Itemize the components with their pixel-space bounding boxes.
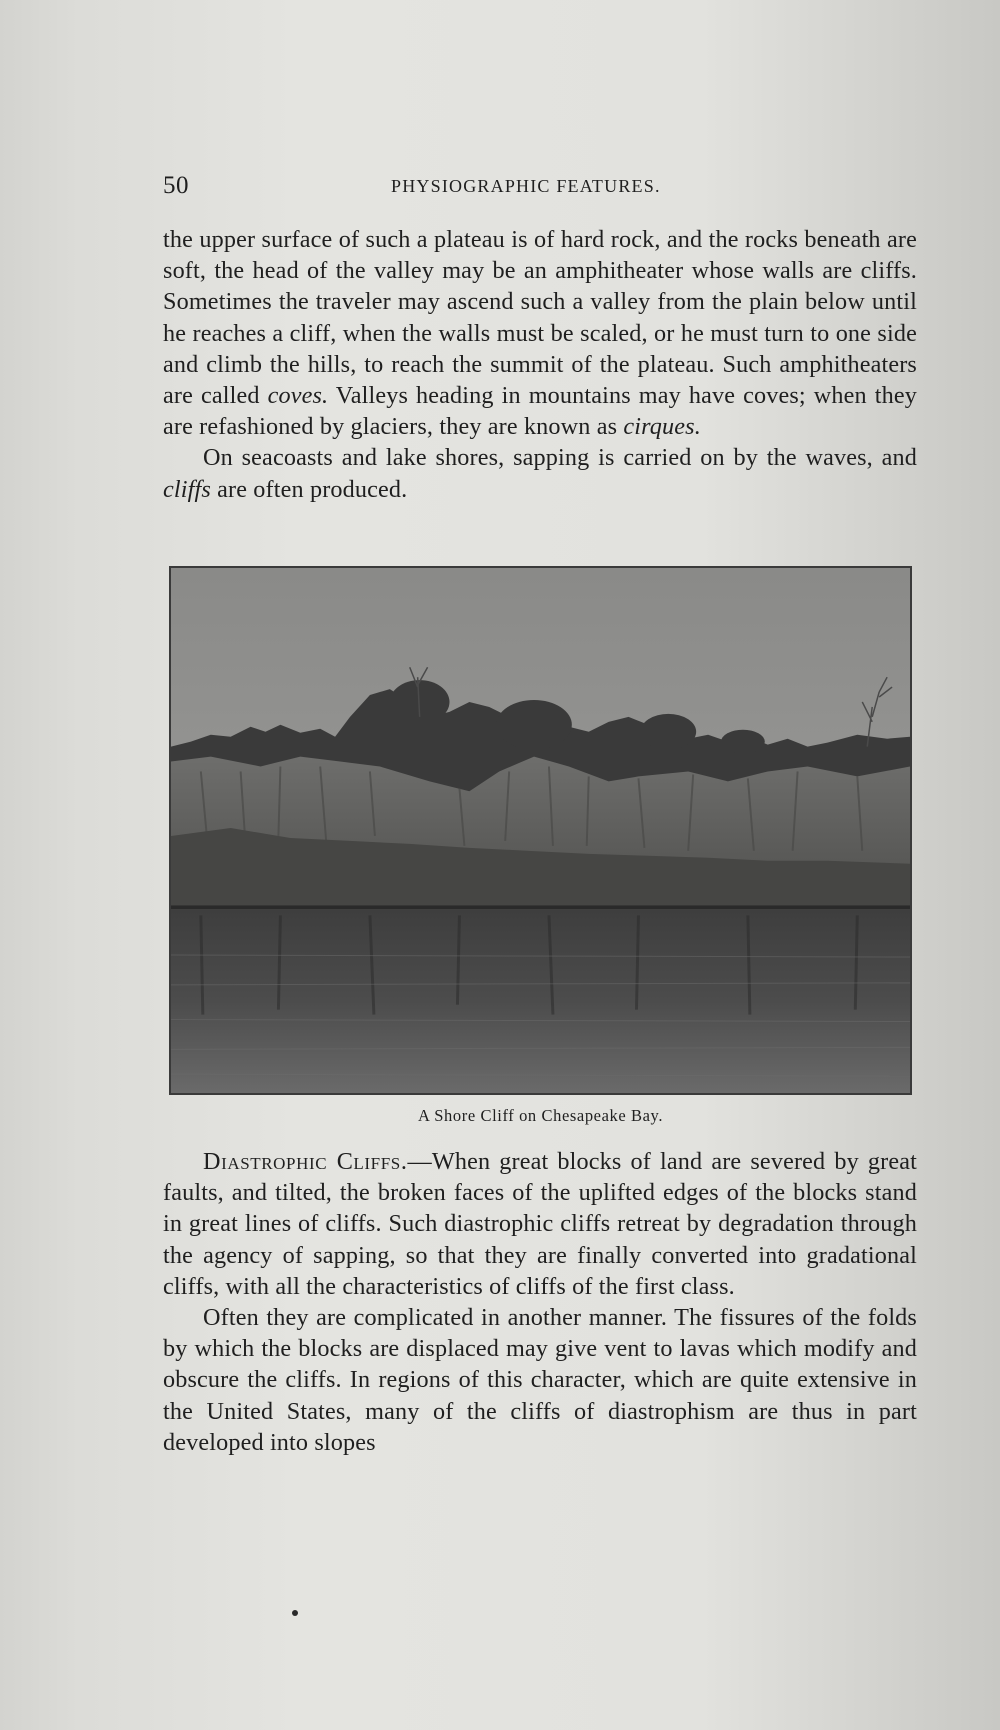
photo-illustration [171,568,910,1093]
paragraph-text: are often produced. [210,475,408,503]
paper-speck [292,1610,298,1616]
paragraph-text: Valleys heading in mountains may have coves; when they are refashioned by glaciers, they are known as [163,382,917,441]
bottom-text [163,1146,917,1458]
em-dash: — [407,1148,432,1175]
figure-caption: A Shore Cliff on Chesapeake Bay. [417,1106,664,1125]
shore-cliff-photograph [169,566,912,1095]
term-cliffs: cliffs [163,475,211,503]
term-cirques: cirques. [623,413,701,441]
page-number: 50 [163,172,189,199]
paragraph-seacoasts [163,442,917,504]
paragraph-coves [163,224,917,442]
top-text [163,224,917,505]
paragraph-text: the upper surface of such a plateau is of hard rock, and the rocks beneath are soft, the head of the valley may be an amphitheater whose walls are cliffs. Sometimes the traveler may ascend such a valley from the plain below until he reaches a cliff, when the walls must be scaled, or he must turn to one side and climb the hills, to reach the summit of the plateau. Such amphitheaters are called [163,226,917,410]
paragraph-diastrophic-cliffs [163,1146,917,1302]
running-head [163,172,917,202]
paragraph-text: Often they are complicated in another manner. The fissures of the folds by which the blocks are displaced may give vent to lavas which modify and obscure the cliffs. In regions of this character, which are quite extensive in the United States, many of the cliffs of diastrophism are thus in part developed into slopes [163,1304,917,1456]
term-coves: coves. [267,382,329,410]
paragraph-text: On seacoasts and lake shores, sapping is carried on by the waves, and [203,444,917,472]
running-title: PHYSIOGRAPHIC FEATURES. [391,176,661,196]
paragraph-text: When great blocks of land are severed by great faults, and tilted, the broken faces of the uplifted edges of the blocks stand in great lines of cliffs. Such diastrophic cliffs retreat by degradation through the agency of sapping, so that they are finally converted into gradational cliffs, with all the characteristics of cliffs of the first class. [163,1148,917,1300]
section-heading: Diastrophic Cliffs. [203,1148,408,1175]
paragraph-complications [163,1302,917,1458]
